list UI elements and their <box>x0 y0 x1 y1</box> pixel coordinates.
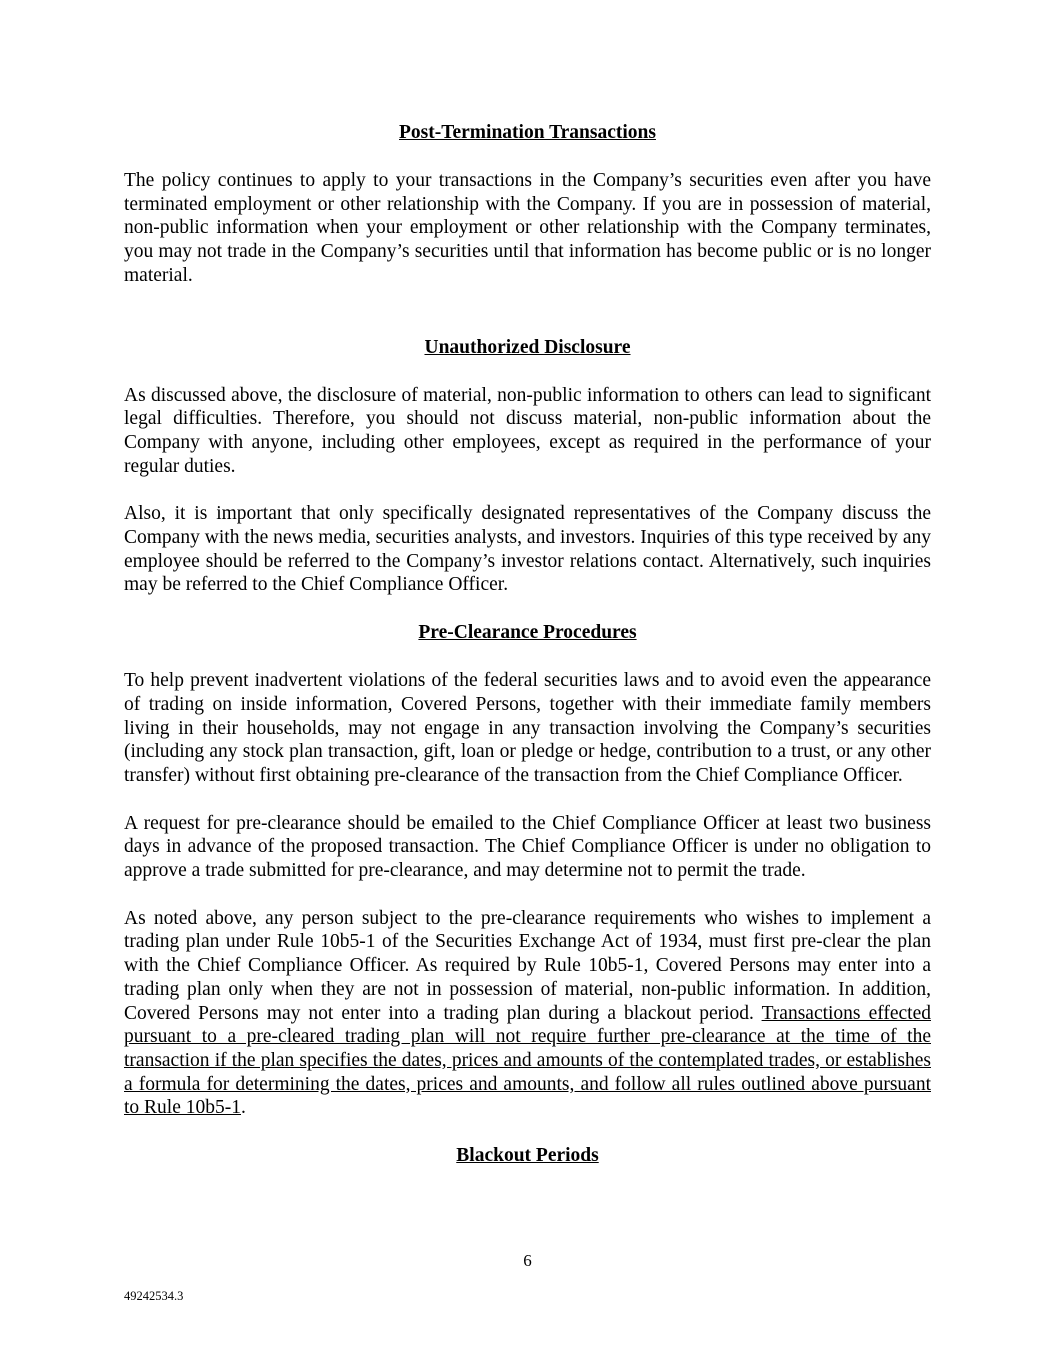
paragraph-disclosure-1: As discussed above, the disclosure of material, non-public information to others can lead to significant legal difficulties. Therefore, you should not discuss material, non-public information about the Company with anyone, including other employees, except as required in the performance of your regular duties. <box>124 384 931 477</box>
paragraph-pre-clearance-2: A request for pre-clearance should be emailed to the Chief Compliance Officer at least two business days in advance of the proposed transaction. The Chief Compliance Officer is under no obligation to approve a trade submitted for pre-clearance, and may determine not to permit the trade. <box>124 812 931 882</box>
paragraph-pre-clearance-3-underlined: Transactions effected pursuant to a pre-cleared trading plan will not require further pre-clearance at the time of the transaction if the plan specifies the dates, prices and amounts of the contemplated trades, or establishes a formula for determining the dates, prices and amounts, and follow all rules outlined above pursuant to Rule 10b5-1 <box>124 1002 931 1119</box>
paragraph-pre-clearance-3 <box>124 907 931 1120</box>
document-id: 49242534.3 <box>124 1289 184 1303</box>
paragraph-pre-clearance-3-text: As noted above, any person subject to the pre-clearance requirements who wishes to implement a trading plan under Rule 10b5-1 of the Securities Exchange Act of 1934, must first pre-clear the plan with the Chief Compliance Officer. As required by Rule 10b5-1, Covered Persons may enter into a trading plan only when they are not in possession of material, non-public information. In addition, Covered Persons may not enter into a trading plan during a blackout period. <box>124 907 931 1024</box>
heading-pre-clearance: Pre-Clearance Procedures <box>418 622 637 644</box>
heading-post-termination: Post-Termination Transactions <box>399 122 656 143</box>
heading-blackout-periods: Blackout Periods <box>456 1145 599 1167</box>
page-number: 6 <box>523 1251 532 1270</box>
document-page <box>124 121 931 1168</box>
paragraph-pre-clearance-1: To help prevent inadvertent violations of the federal securities laws and to avoid even the appearance of trading on inside information, Covered Persons, together with their immediate family members living in their households, may not engage in any transaction involving the Company’s securities (including any stock plan transaction, gift, loan or pledge or hedge, contribution to a trust, or any other transfer) without first obtaining pre-clearance of the transaction from the Chief Compliance Officer. <box>124 670 931 786</box>
paragraph-post-termination: The policy continues to apply to your transactions in the Company’s securities even after you have terminated employment or other relationship with the Company. If you are in possession of material, non-public information when your employment or other relationship with the Company terminates, you may not trade in the Company’s securities until that information has become public or is no longer material. <box>124 170 931 286</box>
paragraph-pre-clearance-3-end: . <box>241 1097 246 1119</box>
paragraph-disclosure-2: Also, it is important that only specifically designated representatives of the Company discuss the Company with the news media, securities analysts, and investors. Inquiries of this type received by any employee should be referred to the Company’s investor relations contact. Alternatively, such inquiries may be referred to the Chief Compliance Officer. <box>124 503 931 596</box>
heading-unauthorized-disclosure: Unauthorized Disclosure <box>424 336 631 358</box>
